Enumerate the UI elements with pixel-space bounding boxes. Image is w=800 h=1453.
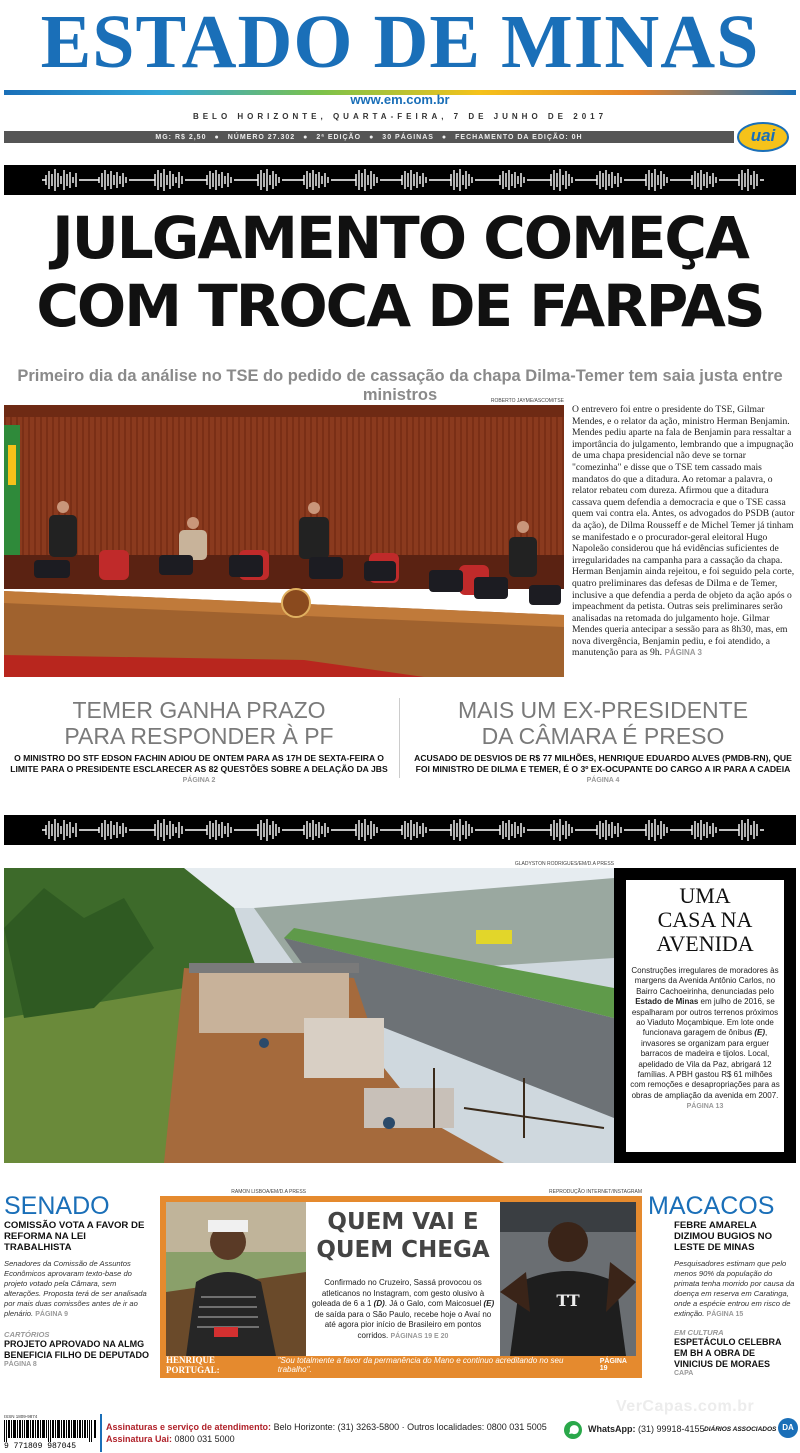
story-ex-presidente[interactable]: [410, 697, 796, 784]
svg-text:TT: TT: [556, 1291, 580, 1310]
story-ex-presidente-title: MAIS UM EX-PRESIDENTE DA CÂMARA É PRESO: [457, 697, 749, 749]
dateline: BELO HORIZONTE, QUARTA-FEIRA, 7 DE JUNHO DE 2017: [192, 112, 608, 121]
whatsapp-label: WhatsApp:: [588, 1424, 636, 1434]
futebol-quote-strip: [166, 1356, 636, 1374]
senado-body: Senadores da Comissão de Assuntos Econômicos aprovaram texto-base do projeto votado pela Câmara, sem alterações. Proposta terá de ser analisada por mais duas comissões antes de ir ao plenário. PÁGINA 9: [4, 1258, 147, 1318]
footer: [0, 1398, 800, 1453]
story-temer-body: O MINISTRO DO STF EDSON FACHIN ADIOU DE ONTEM PARA AS 17H DE SEXTA-FEIRA O LIMITE PARA O PRESIDENTE ESCLARECER AS 82 QUESTÕES SOBRE A DELAÇÃO DA JBS: [10, 753, 388, 774]
quote-text: "Sou totalmente a favor da permanência do Mano e continuo acreditando no seu trabalho".: [277, 1356, 564, 1374]
newspaper-title: ESTADO DE MINAS: [40, 0, 760, 84]
futebol-credit-left: RAMON LISBOA/EM/D.A PRESS: [231, 1189, 306, 1195]
barcode: [4, 1420, 96, 1442]
avenida-invasion-photo[interactable]: [4, 868, 614, 1163]
site-url[interactable]: www.em.com.br: [350, 92, 450, 107]
sassa-photo[interactable]: [500, 1202, 636, 1356]
macacos-body: Pesquisadores estimam que pelo menos 90% da população do primata tenha morrido por causa da doença em reserva em Caratinga, onde a espécie entrou em risco de extinção. PÁGINA 15: [674, 1258, 795, 1318]
subscription-line: [106, 1422, 547, 1432]
futebol-credit-right: REPRODUÇÃO INTERNET/INSTAGRAM: [549, 1189, 642, 1195]
story-ex-presidente-body: ACUSADO DE DESVIOS DE R$ 77 MILHÕES, HENRIQUE EDUARDO ALVES (PMDB-RN), QUE FOI MINISTRO DE DILMA E TEMER, É O 3º EX-OCUPANTE DO CARGO A IR PARA A CADEIA: [414, 753, 792, 774]
subscription-phones[interactable]: Belo Horizonte: (31) 3263-5800 · Outros localidades: 0800 031 5005: [273, 1422, 547, 1432]
edition-info-bar: MG: R$ 2,50 ● NÚMERO 27.302 ● 2ª EDIÇÃO ● 30 PÁGINAS ● FECHAMENTO DA EDIÇÃO: 0H: [4, 131, 734, 143]
tse-session-photo[interactable]: [4, 405, 564, 677]
story-temer-title: TEMER GANHA PRAZO PARA RESPONDER À PF: [64, 697, 334, 749]
diarios-associados-logo: DA: [778, 1418, 798, 1438]
whatsapp-icon: [563, 1420, 583, 1440]
casa-title: UMA CASA NA AVENIDA: [656, 883, 754, 956]
em-cultura-section: EM CULTURA: [674, 1327, 724, 1337]
info-pages: 30 PÁGINAS: [382, 133, 434, 141]
lead-photo-credit: ROBERTO JAYME/ASCOM/TSE: [490, 398, 564, 404]
futebol-title: QUEM VAI E QUEM CHEGA: [316, 1209, 490, 1263]
uai-subscription-label: Assinatura Uai:: [106, 1434, 173, 1444]
info-price: MG: R$ 2,50: [155, 133, 207, 141]
macacos-section-title: MACACOS: [648, 1192, 775, 1220]
cartorios-page-ref: PÁGINA 8: [4, 1361, 37, 1369]
info-edition: 2ª EDIÇÃO: [316, 133, 362, 141]
barcode-number: 9 771809 987045: [4, 1442, 77, 1451]
cartorios-headline: PROJETO APROVADO NA ALMG BENEFICIA FILHO DE DEPUTADO: [4, 1338, 150, 1360]
story-temer-page-ref: PÁGINA 2: [182, 777, 216, 784]
uai-subscription-phone[interactable]: 0800 031 5000: [174, 1434, 235, 1444]
info-number: NÚMERO 27.302: [227, 133, 296, 141]
lead-article-body: [572, 404, 796, 659]
main-subheadline: Primeiro dia da análise no TSE do pedido de cassação da chapa Dilma-Temer tem saia justa entre ministros: [17, 367, 783, 404]
macacos-column[interactable]: [648, 1192, 796, 1377]
futebol-body: Confirmado no Cruzeiro, Sassá provocou os atleticanos no Instagram, com gesto olusivo à goleada de 6 a 1 (D). Já o Galo, com Maicosuel (E) de saída para o São Paulo, recebe hoje o Avaí no até agora pior início de Brasileiro em pontos corridos. PÁGINAS 19 E 20: [311, 1278, 495, 1340]
issn: ISSN 1809-9874: [4, 1414, 38, 1419]
macacos-page-ref: PÁGINA 15: [706, 1310, 744, 1318]
masthead: [0, 0, 800, 90]
em-cultura-page-ref: CAPA: [674, 1370, 694, 1378]
lead-article-text: O entrevero foi entre o presidente do TSE, Gilmar Mendes, e o relator da ação, ministro Herman Benjamin. Mendes pediu aparte na fala de Benjamin para ressaltar a importância do julgamento, lembrando que a impugnação de uma chapa presidencial não deve se tornar "comezinha" e disse que o TSE tem cassado mais mandatos do que a ditadura. Ao retomar a palavra, o relator rebateu com dureza. Afirmou que a ditadura cassava quem defendia a democracia e que o TSE cassa quem vai contra ela. Antes, os advogados do PSDB (autor da ação), de Dilma Rousseff e de Michel Temer já tinham se manifestado e o procurador-geral eleitoral Hugo Napoleão considerou que há evidências suficientes de irregularidades na campanha para a cassação da chapa. Herman Benjamin ainda rejeitou, e foi seguido pela corte, quatro preliminares das defesas de Dilma e de Temer, inclusive a que defendia a perda de objeto da ação após o impeachment da petista. Outras seis preliminares serão analisadas na retomada do julgamento hoje. Gilmar Mendes queria antecipar a sessão para as 8h30, mas, em nova divergência, Benjamin pediu, e foi atendido, a manutenção para as 9h.: [572, 404, 795, 659]
maicosuel-photo[interactable]: [166, 1202, 306, 1356]
futebol-page-ref[interactable]: PÁGINAS 19 E 20: [390, 1332, 449, 1340]
casa-photo-credit: GLADYSTON RODRIGUES/EM/D.A PRESS: [514, 861, 614, 867]
quote-name: HENRIQUE PORTUGAL:: [166, 1355, 220, 1375]
casa-body: Construções irregulares de moradores às margens da Avenida Antônio Carlos, no Bairro Cachoeirinha, denunciadas pelo Estado de Minas em julho de 2016, se espalharam por outros terrenos próximos ao Viaduto Moçambique. Em lote onde funcionava garagem de ônibus (E), invasores se organizam para erguer barracos de madeira e tijolos. Local, apelidado de Vila da Paz, abrigará 12 famílias. A PBH gastou R$ 61 milhões com remoções e desapropriações para as obras de ampliação da avenida em 2007. PÁGINA 13: [630, 966, 780, 1111]
uai-subscription-line: [106, 1434, 235, 1444]
story-ex-presidente-page-ref: PÁGINA 4: [586, 777, 620, 784]
quote-page-ref: PÁGINA 19: [599, 1358, 627, 1372]
whatsapp-line: [588, 1424, 705, 1434]
lead-page-ref[interactable]: PÁGINA 3: [664, 648, 702, 658]
story-temer-prazo[interactable]: [4, 697, 394, 784]
main-headline-line2: COM TROCA DE FARPAS: [36, 272, 764, 340]
subscription-label: Assinaturas e serviço de atendimento:: [106, 1422, 272, 1432]
whatsapp-phone[interactable]: (31) 99918-4155: [638, 1424, 705, 1434]
uai-logo-text: uai: [750, 126, 776, 145]
senado-page-ref: PÁGINA 9: [35, 1310, 69, 1318]
em-cultura-headline: ESPETÁCULO CELEBRA EM BH A OBRA DE VINICIUS DE MORAES: [674, 1336, 782, 1370]
cartorios-section: CARTÓRIOS: [4, 1329, 50, 1339]
info-closing: FECHAMENTO DA EDIÇÃO: 0H: [455, 133, 583, 141]
senado-headline: COMISSÃO VOTA A FAVOR DE REFORMA NA LEI TRABALHISTA: [4, 1220, 145, 1254]
casa-page-ref[interactable]: PÁGINA 13: [686, 1103, 724, 1111]
main-headline[interactable]: [0, 202, 800, 342]
senado-section-title: SENADO: [4, 1192, 110, 1220]
watermark: VerCapas.com.br: [616, 1398, 755, 1415]
audio-wave-banner-2: [4, 815, 796, 845]
senado-column[interactable]: [4, 1192, 154, 1368]
column-divider: [399, 698, 400, 778]
macacos-headline: FEBRE AMARELA DIZIMOU BUGIOS NO LESTE DE MINAS: [674, 1220, 773, 1254]
footer-divider: [100, 1414, 102, 1452]
uai-logo[interactable]: [736, 120, 790, 154]
main-headline-line1: JULGAMENTO COMEÇA: [52, 204, 748, 272]
audio-wave-banner: [4, 165, 796, 195]
diarios-associados-label: DIÁRIOS ASSOCIADOS: [704, 1426, 777, 1433]
